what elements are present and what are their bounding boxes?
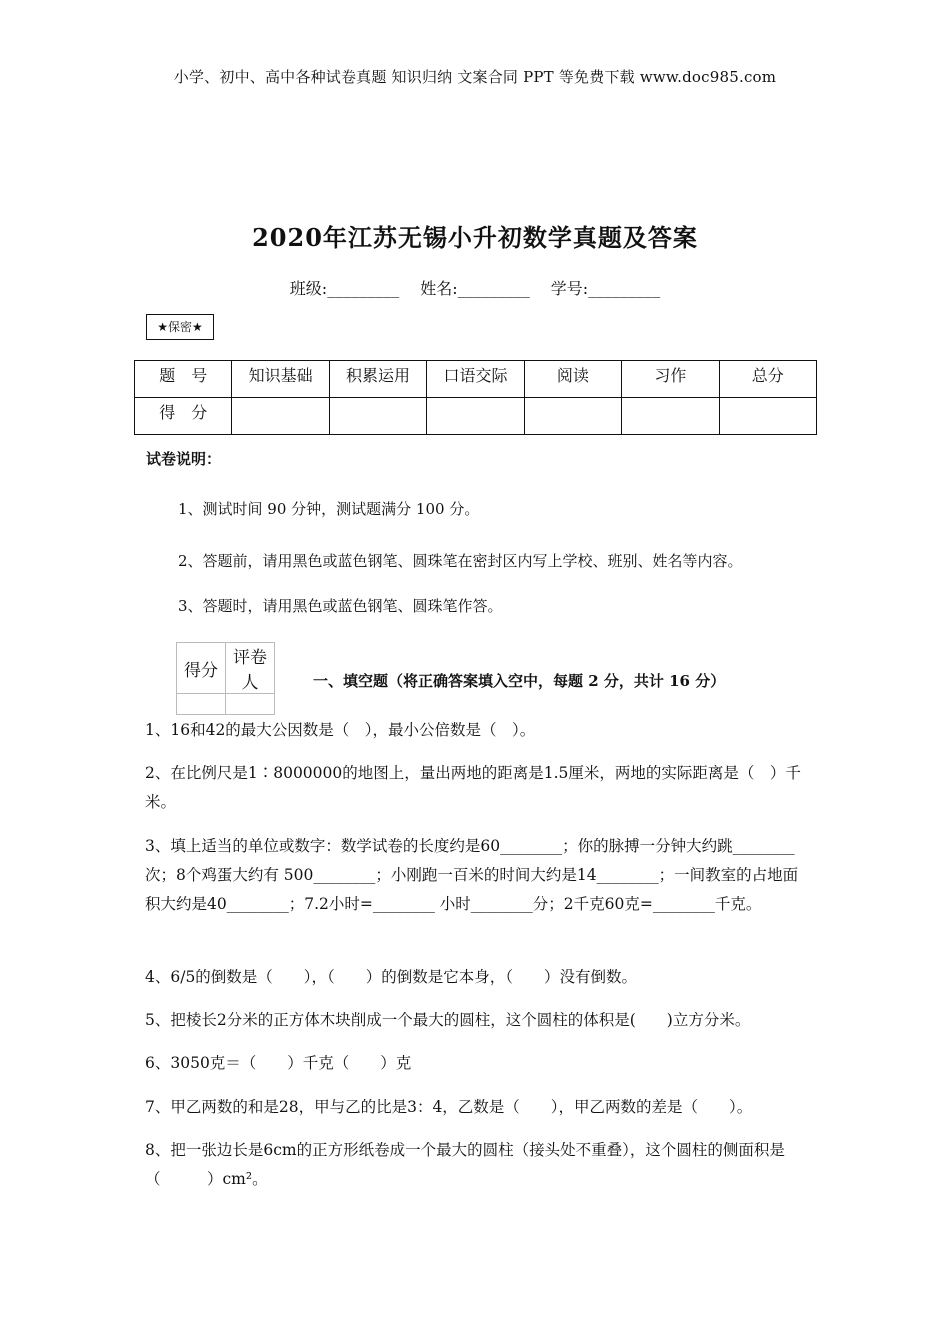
score-cell[interactable]: [232, 398, 329, 435]
score-table-score-row: [135, 398, 817, 435]
score-cell[interactable]: [622, 398, 719, 435]
question-item: 3、填上适当的单位或数字：数学试卷的长度约是60________；你的脉搏一分钟大约跳________次；8个鸡蛋大约有 500________；小刚跑一百米的时间大约是14________；一间教室的占地面积大约是40________；7.2小时=________ 小时________分；2千克60克=________千克。: [145, 837, 799, 913]
score-cell[interactable]: [329, 398, 426, 435]
score-cell[interactable]: [427, 398, 524, 435]
student-id-field[interactable]: 学号:_________: [550, 279, 661, 298]
question-item: 7、甲乙两数的和是28，甲与乙的比是3：4，乙数是（ ），甲乙两数的差是（ ）。: [145, 1098, 753, 1116]
section-title: 一、填空题（将正确答案填入空中，每题 2 分，共计 16 分）: [313, 672, 726, 690]
score-row-label: 得 分: [135, 398, 232, 435]
score-header-cell: 口语交际: [427, 361, 524, 398]
grader-score-cell[interactable]: [177, 694, 226, 715]
instruction-item: 3、答题时，请用黑色或蓝色钢笔、圆珠笔作答。: [178, 597, 503, 615]
grader-reviewer-cell[interactable]: [226, 694, 275, 715]
instruction-item: 1、测试时间 90 分钟，测试题满分 100 分。: [178, 500, 480, 518]
page-title: 2020年江苏无锡小升初数学真题及答案: [252, 223, 698, 252]
grader-box: [176, 642, 275, 715]
grader-reviewer-label: 评卷人: [226, 643, 275, 694]
question-item: 5、把棱长2分米的正方体木块削成一个最大的圆柱，这个圆柱的体积是( )立方分米。: [145, 1011, 751, 1029]
score-header-cell: 总分: [719, 361, 816, 398]
question-item: 2、在比例尺是1∶8000000的地图上，量出两地的距离是1.5厘米，两地的实际距离是（ ）千米。: [145, 764, 801, 811]
score-header-cell: 知识基础: [232, 361, 329, 398]
question-item: 8、把一张边长是6cm的正方形纸卷成一个最大的圆柱（接头处不重叠），这个圆柱的侧面积是（ ）cm²。: [145, 1141, 785, 1188]
question-item: 1、16和42的最大公因数是（ ），最小公倍数是（ ）。: [145, 721, 536, 739]
question-item: 6、3050克＝（ ）千克（ ）克: [145, 1054, 412, 1072]
name-field[interactable]: 姓名:_________: [420, 279, 530, 298]
score-table: [134, 360, 817, 435]
score-header-cell: 习作: [622, 361, 719, 398]
score-cell[interactable]: [719, 398, 816, 435]
confidential-badge: ★保密★: [146, 314, 214, 340]
student-info: [0, 276, 950, 299]
instruction-item: 2、答题前，请用黑色或蓝色钢笔、圆珠笔在密封区内写上学校、班别、姓名等内容。: [178, 552, 743, 570]
grader-score-label: 得分: [177, 643, 226, 694]
score-header-cell: 题 号: [135, 361, 232, 398]
question-item: 4、6/5的倒数是（ ），（ ）的倒数是它本身，（ ）没有倒数。: [145, 968, 638, 986]
score-table-header-row: [135, 361, 817, 398]
score-header-cell: 积累运用: [329, 361, 426, 398]
page-header: 小学、初中、高中各种试卷真题 知识归纳 文案合同 PPT 等免费下载 www.doc985.com: [173, 68, 777, 86]
class-field[interactable]: 班级:_________: [289, 279, 400, 298]
score-header-cell: 阅读: [524, 361, 621, 398]
instructions-title: 试卷说明：: [146, 450, 222, 468]
score-cell[interactable]: [524, 398, 621, 435]
